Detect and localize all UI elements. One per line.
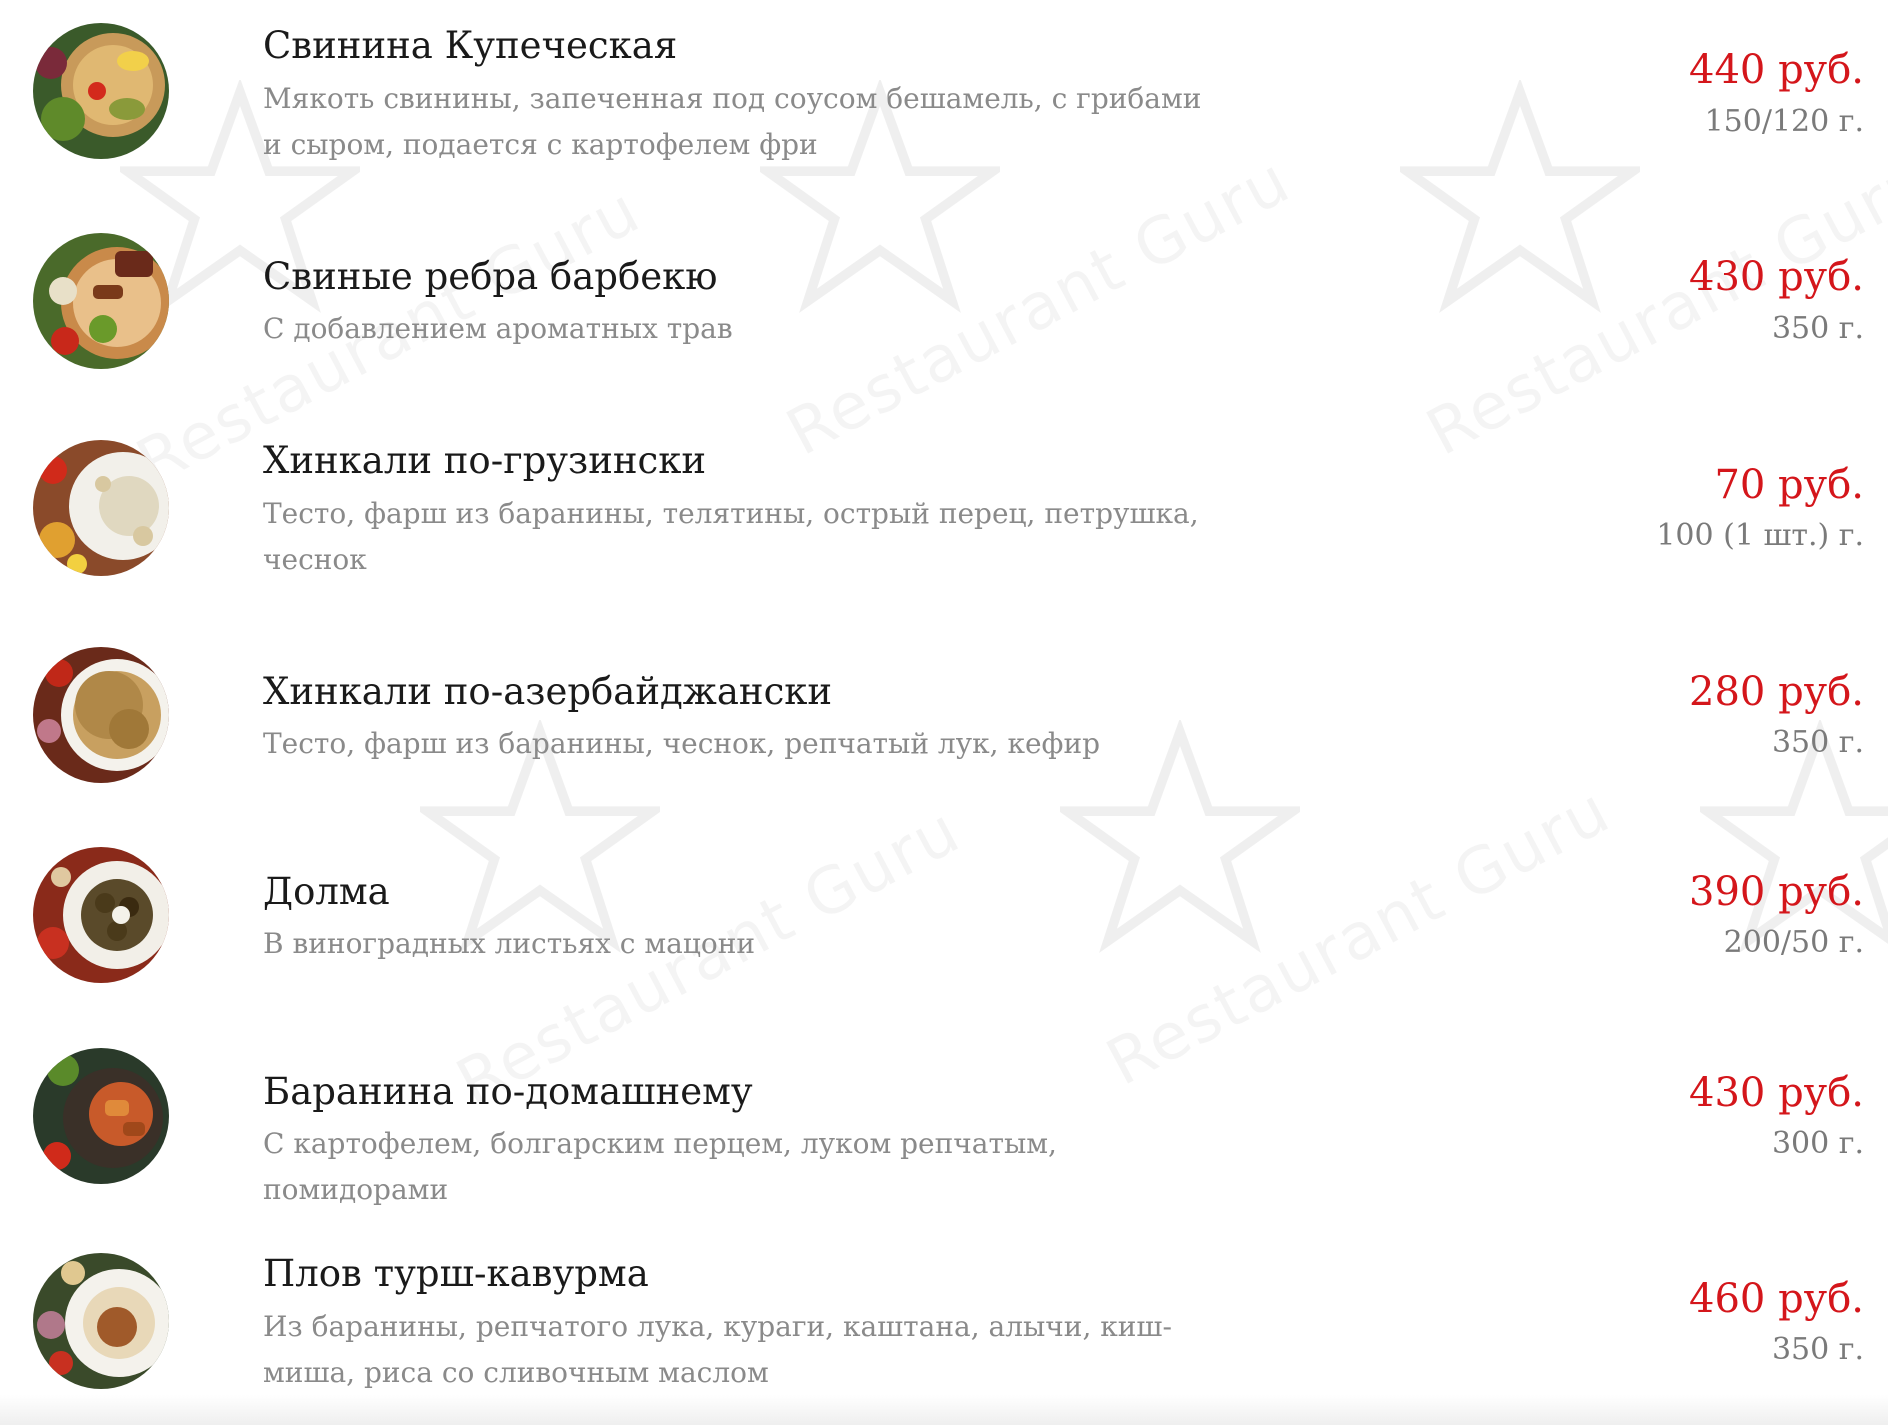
dish-price: 440 руб. (1689, 47, 1864, 93)
dish-photo (33, 1048, 169, 1184)
dish-weight: 200/50 г. (1723, 925, 1864, 960)
dish-description: Из баранины, репчатого лука, кураги, каштана, алычи, киш-миша, риса со сливочным маслом (263, 1310, 1172, 1389)
dish-name: Хинкали по-грузински (263, 439, 707, 482)
dish-price: 280 руб. (1689, 669, 1864, 715)
dish-weight: 300 г. (1771, 1126, 1864, 1161)
dish-price: 460 руб. (1689, 1276, 1864, 1322)
dish-weight: 350 г. (1771, 1332, 1864, 1367)
dish-name: Свиные ребра барбекю (263, 255, 718, 298)
menu-item[interactable] (0, 415, 1888, 595)
dish-weight: 100 (1 шт.) г. (1656, 518, 1864, 553)
menu-item[interactable] (0, 1030, 1888, 1210)
dish-photo (33, 233, 169, 369)
menu-item[interactable] (0, 622, 1888, 802)
dish-photo (33, 1253, 169, 1389)
dish-description: В виноградных листьях с мацони (263, 927, 756, 960)
dish-photo (33, 440, 169, 576)
dish-description: Тесто, фарш из баранины, чеснок, репчатый лук, кефир (263, 727, 1101, 760)
dish-description: С добавлением ароматных трав (263, 312, 733, 345)
dish-weight: 350 г. (1771, 311, 1864, 346)
dish-price: 390 руб. (1689, 869, 1864, 915)
dish-price: 430 руб. (1689, 1070, 1864, 1116)
dish-photo (33, 23, 169, 159)
menu-item[interactable] (0, 0, 1888, 180)
dish-name: Свинина Купеческая (263, 24, 678, 67)
dish-description: Тесто, фарш из баранины, телятины, острый перец, петрушка, чеснок (263, 497, 1199, 576)
dish-weight: 350 г. (1771, 725, 1864, 760)
dish-description: Мякоть свинины, запеченная под соусом бешамель, с грибами и сыром, подается с картофелем фри (263, 82, 1202, 161)
dish-price: 430 руб. (1689, 254, 1864, 300)
dish-description: С картофелем, болгарским перцем, луком репчатым, помидорами (263, 1127, 1057, 1206)
bottom-fade (0, 1395, 1888, 1425)
menu-item[interactable] (0, 208, 1888, 388)
dish-name: Плов турш-кавурма (263, 1252, 649, 1295)
dish-photo (33, 847, 169, 983)
dish-weight: 150/120 г. (1704, 104, 1864, 139)
dish-name: Хинкали по-азербайджански (263, 670, 833, 713)
dish-photo (33, 647, 169, 783)
dish-price: 70 руб. (1714, 462, 1864, 508)
dish-name: Баранина по-домашнему (263, 1070, 753, 1113)
menu-item[interactable] (0, 830, 1888, 1010)
dish-name: Долма (263, 870, 390, 913)
menu-item[interactable] (0, 1236, 1888, 1416)
